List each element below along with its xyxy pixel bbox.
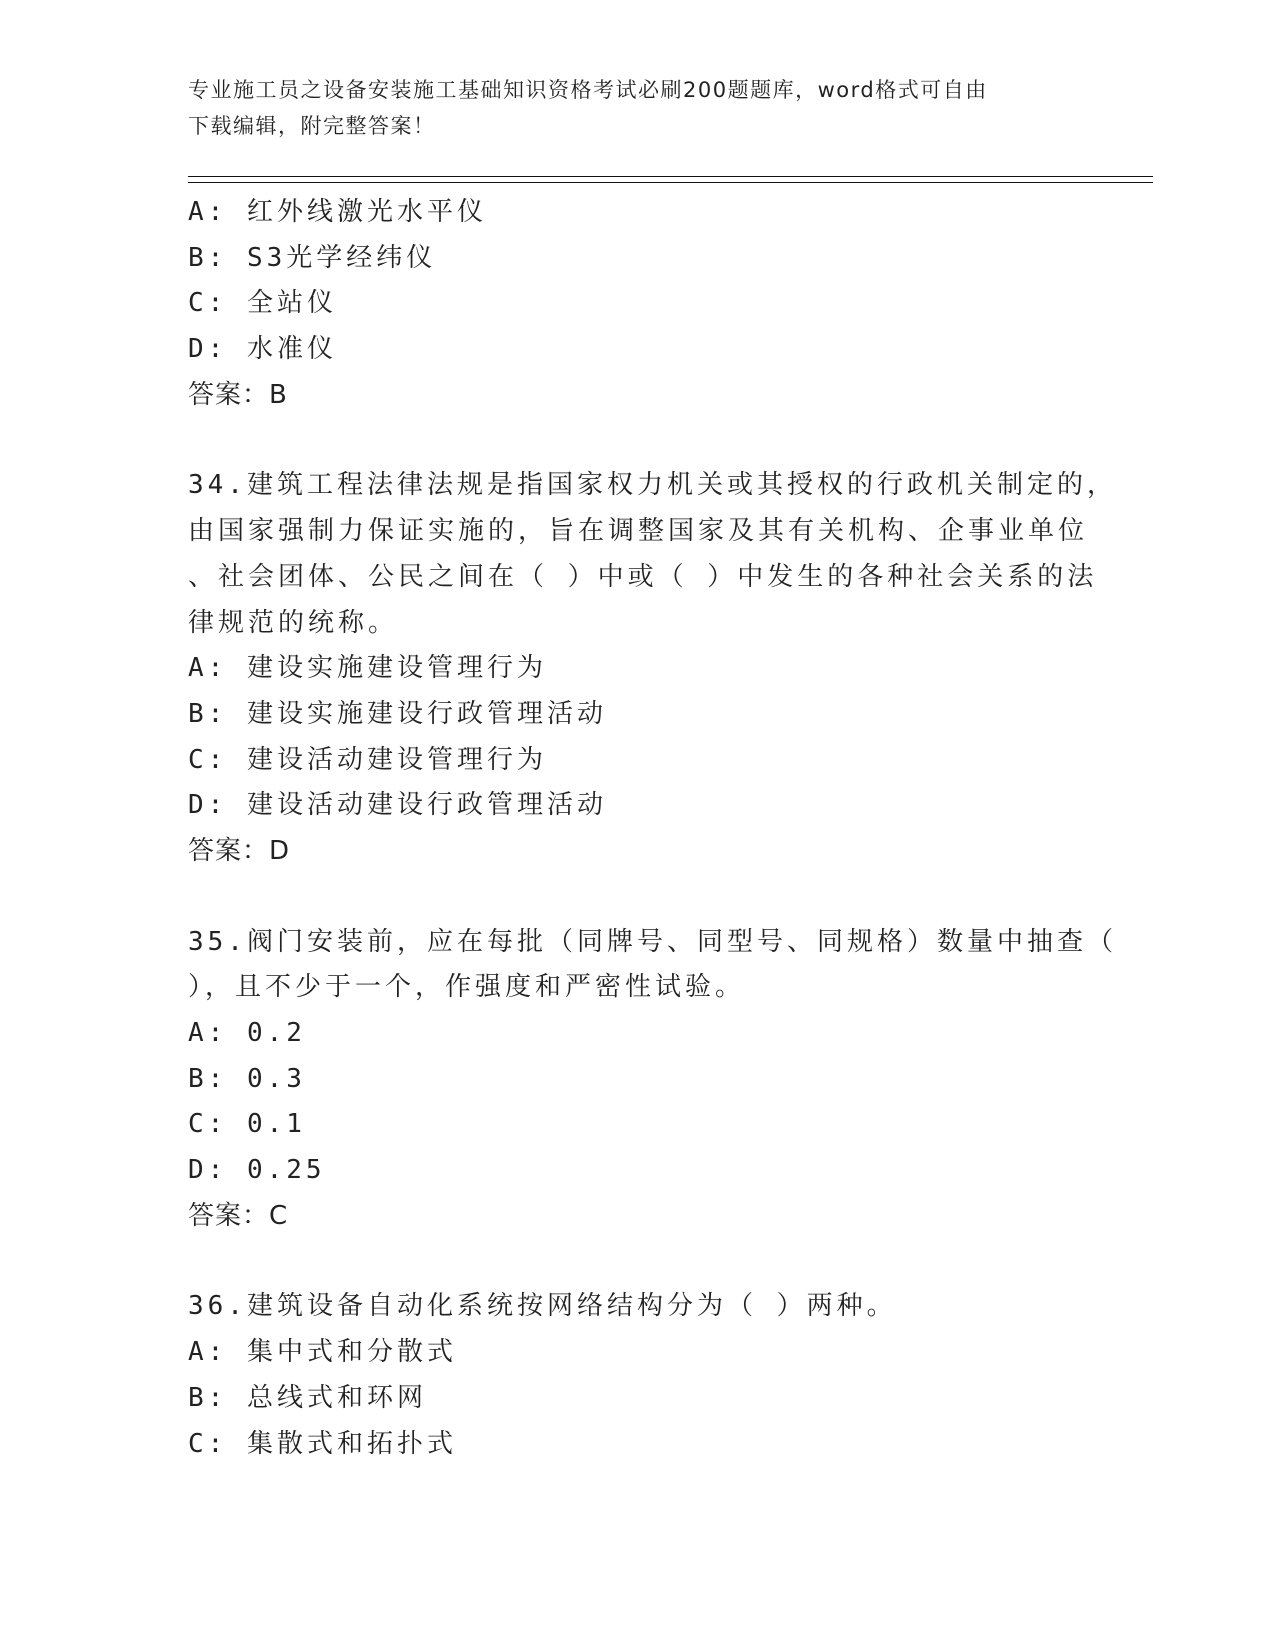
option-b: B: S3光学经纬仪 <box>188 242 437 273</box>
option-d: D: 建设活动建设行政管理活动 <box>188 790 607 821</box>
question-text-line: 36.建筑设备自动化系统按网络结构分为（ ）两种。 <box>188 1291 897 1322</box>
option-a: A: 红外线激光水平仪 <box>188 197 487 227</box>
question-text-line: 、社会团体、公民之间在（ ）中或（ ）中发生的各种社会关系的法 <box>188 561 1098 592</box>
option-d: D: 水准仪 <box>188 334 337 365</box>
question-34 <box>188 463 1117 874</box>
question-text-line: 律规范的统称。 <box>188 607 399 638</box>
answer: 答案：C <box>188 1200 289 1231</box>
answer: 答案：B <box>188 379 288 410</box>
option-c: C: 0.1 <box>188 1109 306 1140</box>
question-text-line: ），且不少于一个，作强度和严密性试验。 <box>188 972 746 1003</box>
question-text-line: 35.阀门安装前，应在每批（同牌号、同型号、同规格）数量中抽查（ <box>188 926 1117 957</box>
option-a: A: 0.2 <box>188 1018 306 1048</box>
question-33 <box>188 190 1068 418</box>
option-b: B: 建设实施建设行政管理活动 <box>188 698 607 729</box>
document-header <box>188 72 1068 144</box>
header-divider-bottom <box>188 182 1153 183</box>
header-divider-top <box>188 176 1153 177</box>
option-c: C: 建设活动建设管理行为 <box>188 744 547 775</box>
question-35 <box>188 920 1117 1240</box>
option-a: A: 集中式和分散式 <box>188 1337 457 1368</box>
question-36 <box>188 1284 1068 1467</box>
option-c: C: 全站仪 <box>188 288 337 319</box>
option-a: A: 建设实施建设管理行为 <box>188 653 547 684</box>
option-c: C: 集散式和拓扑式 <box>188 1428 457 1459</box>
header-line-1: 专业施工员之设备安装施工基础知识资格考试必刷200题题库，word格式可自由 <box>188 78 988 102</box>
header-line-2: 下载编辑，附完整答案！ <box>188 114 436 138</box>
question-text-line: 34.建筑工程法律法规是指国家权力机关或其授权的行政机关制定的， <box>188 470 1117 501</box>
answer: 答案：D <box>188 835 291 866</box>
option-b: B: 总线式和环网 <box>188 1382 427 1413</box>
option-b: B: 0.3 <box>188 1063 306 1094</box>
option-d: D: 0.25 <box>188 1155 326 1186</box>
question-text-line: 由国家强制力保证实施的，旨在调整国家及其有关机构、企事业单位 <box>188 516 1089 547</box>
question-content <box>188 190 1117 1467</box>
